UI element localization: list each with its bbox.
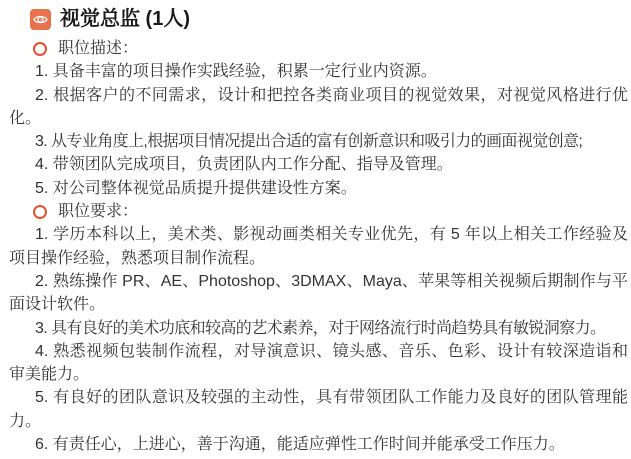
section-job-description-heading-row — [9, 37, 628, 60]
job-requirement-item-4: 4. 熟悉视频包装制作流程，对导演意识、镜头感、音乐、色彩、设计有较深造诣和审美能力。 — [9, 342, 628, 384]
page-title: 视觉总监 (1人) — [60, 8, 190, 30]
eye-icon — [30, 9, 51, 30]
job-requirement-item-6: 6. 有责任心，上进心，善于沟通，能适应弹性工作时间并能承受工作压力。 — [35, 436, 565, 454]
section-job-requirements — [9, 200, 628, 456]
job-requirement-item-2: 2. 熟练操作 PR、AE、Photoshop、3DMAX、Maya、苹果等相关视频后期制作与平面设计软件。 — [9, 272, 628, 314]
section-job-requirements-heading-row — [9, 200, 628, 223]
job-description-item-2: 2. 根据客户的不同需求，设计和把控各类商业项目的视觉效果，对视觉风格进行优化。 — [9, 86, 628, 127]
job-title-header — [0, 0, 631, 31]
job-requirement-item-1: 1. 学历本科以上，美术类、影视动画类相关专业优先，有 5 年以上相关工作经验及项目操作经验，熟悉项目制作流程。 — [9, 226, 628, 267]
job-description-item-4: 4. 带领团队完成项目，负责团队内工作分配、指导及管理。 — [35, 156, 453, 174]
job-requirement-item-3: 3. 具有良好的美术功底和较高的艺术素养，对于网络流行时尚趋势具有敏锐洞察力。 — [35, 319, 606, 337]
section-job-description — [9, 37, 628, 200]
section-heading: 职位描述： — [58, 40, 139, 57]
section-heading: 职位要求： — [58, 203, 139, 221]
job-description-item-1: 1. 具备丰富的项目操作实践经验，积累一定行业内资源。 — [35, 63, 437, 81]
content — [0, 31, 631, 456]
job-description-item-3: 3. 从专业角度上,根据项目情况提出合适的富有创新意识和吸引力的画面视觉创意; — [35, 133, 583, 151]
job-requirement-item-5: 5. 有良好的团队意识及较强的主动性，具有带领团队工作能力及良好的团队管理能力。 — [9, 389, 628, 430]
circle-bullet-icon — [33, 42, 47, 56]
circle-bullet-icon — [33, 205, 47, 219]
job-description-item-5: 5. 对公司整体视觉品质提升提供建设性方案。 — [35, 179, 357, 197]
